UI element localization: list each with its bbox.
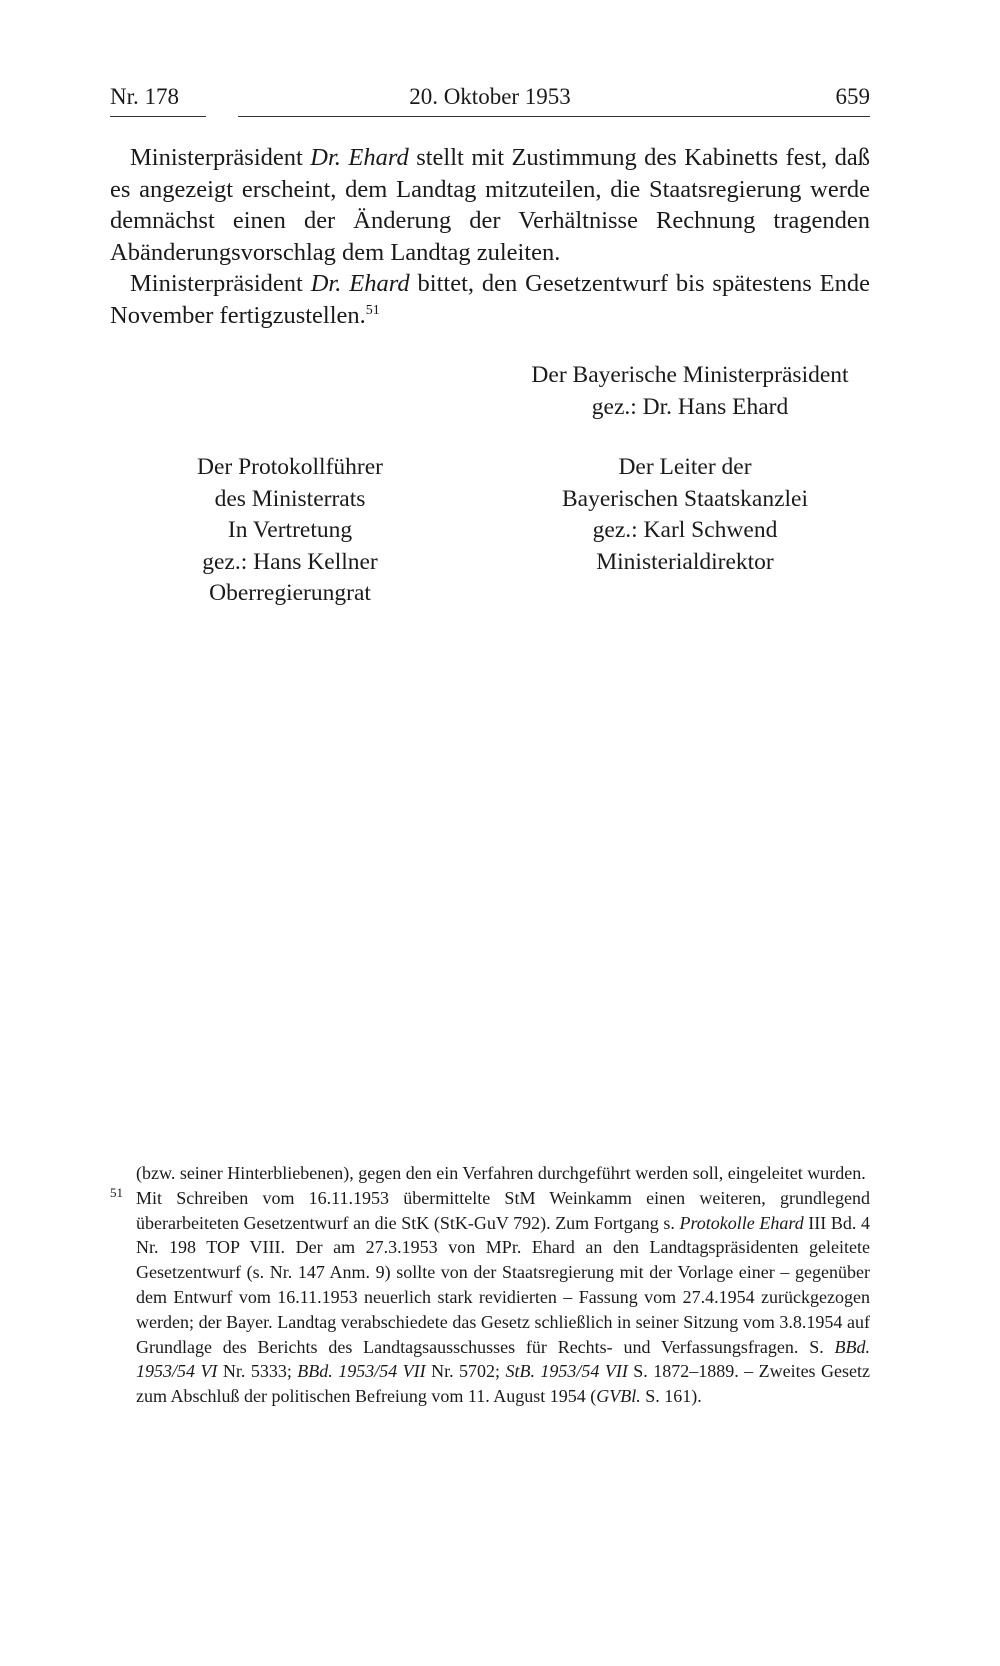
person-name: Dr. Ehard bbox=[310, 144, 409, 171]
signature-line: In Vertretung bbox=[227, 517, 353, 543]
signature-line: gez.: Karl Schwend bbox=[592, 517, 778, 543]
signature-protocol-keeper bbox=[160, 452, 420, 610]
signature-minister-president bbox=[510, 360, 870, 423]
signature-line: Bayerischen Staatskanzlei bbox=[561, 485, 808, 512]
signature-line: Der Bayerische Ministerpräsident bbox=[531, 362, 849, 388]
main-text bbox=[110, 142, 870, 331]
footnote-reference: 51 bbox=[365, 302, 380, 318]
document-number: Nr. 178 bbox=[110, 84, 179, 109]
header-rule-right bbox=[238, 116, 870, 117]
header-date: 20. Oktober 1953 bbox=[409, 84, 571, 109]
signature-line: des Ministerrats bbox=[214, 485, 366, 512]
running-header bbox=[110, 84, 870, 118]
footnotes bbox=[110, 1161, 870, 1409]
signature-line: gez.: Dr. Hans Ehard bbox=[591, 393, 789, 420]
paragraph-2: Ministerpräsident Dr. Ehard bittet, den Gesetzentwurf bis spätestens Ende November fertigzustellen.$^{51}$ bbox=[110, 270, 870, 329]
person-name: Dr. Ehard bbox=[310, 270, 410, 297]
signature-line: gez.: Hans Kellner bbox=[202, 548, 378, 575]
footnote-number: 51 bbox=[110, 1184, 123, 1200]
paragraph-1: Ministerpräsident Dr. Ehard stellt mit Zustimmung des Kabinetts fest, daß es angezeigt erscheint, dem Landtag mitzuteilen, die Staatsregierung werde demnächst einen der Änderung der Verhältnisse Rechnung tragenden Abänderungsvorschlag dem Landtag zuleiten. bbox=[110, 144, 870, 266]
page-number: 659 bbox=[835, 84, 870, 109]
signature-line: Der Leiter der bbox=[618, 454, 752, 480]
header-rule-left bbox=[110, 116, 206, 117]
footnote-51: 51 Mit Schreiben vom 16.11.1953 übermittelte StM Weinkamm einen weiteren, grundlegend überarbeiteten Gesetzentwurf an die StK (StK-GuV 792). Zum Fortgang s. Protokolle Ehard III Bd. 4 Nr. 198 TOP VIII. Der am 27.3.1953 von MPr. Ehard an den Landtagspräsidenten geleitete Gesetzentwurf (s. Nr. 147 Anm. 9) sollte von der Staatsregierung mit der Vorlage einer – gegenüber dem Entwurf vom 16.11.1953 neuerlich stark revidierten – Fassung vom 27.4.1954 zurückgezogen werden; der Bayer. Landtag verabschiedete das Gesetz schließlich in seiner Sitzung vom 3.8.1954 auf Grundlage des Berichts des Landtagsausschusses für Rechts- und Verfassungsfragen. S. BBd. 1953/54 VI Nr. 5333; BBd. 1953/54 VII Nr. 5702; StB. 1953/54 VII S. 1872–1889. – Zweites Gesetz zum Abschluß der politischen Befreiung vom 11. August 1954 (GVBl. S. 161). bbox=[136, 1186, 870, 1409]
signature-line: Der Protokollführer bbox=[197, 454, 383, 480]
signature-line: Ministerialdirektor bbox=[596, 548, 774, 575]
signature-line: Oberregierungrat bbox=[209, 580, 371, 606]
signature-chancellery-head bbox=[535, 452, 835, 578]
footnote-continuation: (bzw. seiner Hinterbliebenen), gegen den ein Verfahren durchgeführt werden soll, eingeleitet wurden. bbox=[136, 1163, 866, 1183]
